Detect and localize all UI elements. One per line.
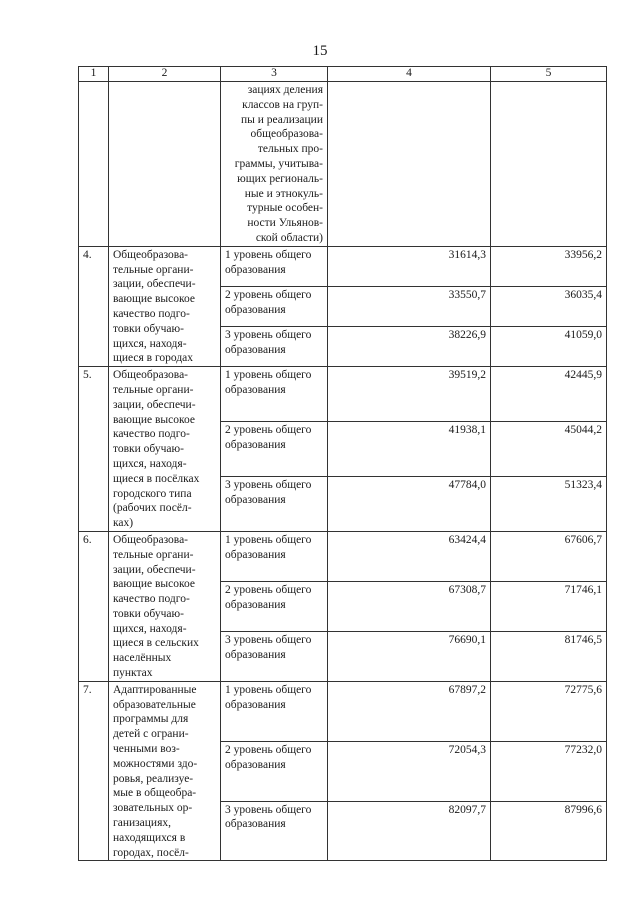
text-line: щиеся в городах bbox=[113, 352, 194, 365]
row-number: 4. bbox=[79, 246, 109, 366]
value-cell bbox=[491, 82, 607, 247]
header-row bbox=[79, 67, 607, 82]
row-number: 5. bbox=[79, 367, 109, 532]
value-col4: 63424,4 bbox=[328, 531, 491, 581]
level-cell bbox=[221, 581, 328, 631]
text-line: щихся, находя- bbox=[113, 457, 187, 470]
text-line: образования bbox=[225, 648, 286, 661]
value-col4: 41938,1 bbox=[328, 422, 491, 477]
level-cell bbox=[221, 327, 328, 367]
text-line: образования bbox=[225, 438, 286, 451]
description-cell bbox=[109, 82, 221, 247]
text-line: образования bbox=[225, 818, 286, 831]
value-col4: 76690,1 bbox=[328, 631, 491, 681]
table-row bbox=[79, 246, 607, 286]
text-line: 2 уровень общего bbox=[225, 288, 312, 301]
level-cell bbox=[221, 801, 328, 861]
value-col5: 51323,4 bbox=[491, 476, 607, 531]
text-line: образовательные bbox=[113, 698, 196, 711]
text-line: городского типа bbox=[113, 487, 192, 500]
value-col4: 82097,7 bbox=[328, 801, 491, 861]
text-line: 3 уровень общего bbox=[225, 803, 312, 816]
text-line: вающие высокое bbox=[113, 413, 195, 426]
description-cell bbox=[109, 681, 221, 861]
text-line: образования bbox=[225, 493, 286, 506]
text-line: 2 уровень общего bbox=[225, 743, 312, 756]
value-col4: 39519,2 bbox=[328, 367, 491, 422]
text-line: 2 уровень общего bbox=[225, 424, 312, 437]
text-line: турные особен- bbox=[247, 202, 323, 215]
level-cell bbox=[221, 741, 328, 801]
text-line: образования bbox=[225, 698, 286, 711]
value-col4: 72054,3 bbox=[328, 741, 491, 801]
page-number: 15 bbox=[312, 43, 328, 59]
text-line: (рабочих посёл- bbox=[113, 502, 192, 515]
text-line: ности Ульянов- bbox=[247, 217, 323, 230]
description-cell bbox=[109, 531, 221, 681]
text-line: образования bbox=[225, 548, 286, 561]
level-cell bbox=[221, 246, 328, 286]
text-line: качество подго- bbox=[113, 593, 190, 606]
text-line: зации, обеспечи- bbox=[113, 278, 196, 291]
header-cell: 4 bbox=[328, 67, 491, 82]
header-cell: 2 bbox=[109, 67, 221, 82]
text-line: щихся, находя- bbox=[113, 622, 187, 635]
value-col5: 33956,2 bbox=[491, 246, 607, 286]
text-line: программы для bbox=[113, 713, 189, 726]
text-line: товки обучаю- bbox=[113, 443, 184, 456]
value-col5: 42445,9 bbox=[491, 367, 607, 422]
level-cell bbox=[221, 82, 328, 247]
continuation-row bbox=[79, 82, 607, 247]
text-line: зовательных ор- bbox=[113, 802, 193, 815]
text-line: мые в общеобра- bbox=[113, 787, 197, 800]
header-cell: 1 bbox=[79, 67, 109, 82]
text-line: общеобразова- bbox=[250, 128, 323, 141]
value-col4: 31614,3 bbox=[328, 246, 491, 286]
text-line: товки обучаю- bbox=[113, 607, 184, 620]
text-line: щихся, находя- bbox=[113, 337, 187, 350]
text-line: образования bbox=[225, 343, 286, 356]
text-line: вающие высокое bbox=[113, 293, 195, 306]
text-line: Адаптированные bbox=[113, 683, 197, 696]
value-col5: 77232,0 bbox=[491, 741, 607, 801]
value-col5: 36035,4 bbox=[491, 286, 607, 326]
text-line: образования bbox=[225, 598, 286, 611]
text-line: 3 уровень общего bbox=[225, 329, 312, 342]
text-line: ные и этнокуль- bbox=[244, 187, 323, 200]
text-line: 1 уровень общего bbox=[225, 369, 312, 382]
text-line: 3 уровень общего bbox=[225, 478, 312, 491]
text-line: товки обучаю- bbox=[113, 322, 184, 335]
text-line: тельные органи- bbox=[113, 263, 194, 276]
table-row bbox=[79, 367, 607, 422]
value-col5: 71746,1 bbox=[491, 581, 607, 631]
value-col5: 87996,6 bbox=[491, 801, 607, 861]
text-line: пунктах bbox=[113, 667, 153, 680]
text-line: Общеобразова- bbox=[113, 533, 189, 546]
text-line: 3 уровень общего bbox=[225, 633, 312, 646]
text-line: тельные органи- bbox=[113, 548, 194, 561]
text-line: зации, обеспечи- bbox=[113, 563, 196, 576]
text-line: ской области) bbox=[255, 231, 323, 244]
number-cell bbox=[79, 82, 109, 247]
row-number: 7. bbox=[79, 681, 109, 861]
text-line: вающие высокое bbox=[113, 578, 195, 591]
text-line: ганизациях, bbox=[113, 817, 171, 830]
text-line: ченными воз- bbox=[113, 743, 180, 756]
text-line: ровья, реализуе- bbox=[113, 772, 194, 785]
text-line: щиеся в сельских bbox=[113, 637, 199, 650]
tariff-table bbox=[78, 66, 607, 861]
table-body bbox=[79, 67, 607, 861]
text-line: 1 уровень общего bbox=[225, 248, 312, 261]
value-col5: 67606,7 bbox=[491, 531, 607, 581]
text-line: граммы, учитыва- bbox=[234, 157, 323, 170]
text-line: ющих региональ- bbox=[237, 172, 323, 185]
text-line: 1 уровень общего bbox=[225, 683, 312, 696]
text-line: тельные органи- bbox=[113, 383, 194, 396]
header-cell: 5 bbox=[491, 67, 607, 82]
value-col4: 47784,0 bbox=[328, 476, 491, 531]
text-line: классов на груп- bbox=[242, 98, 323, 111]
header-cell: 3 bbox=[221, 67, 328, 82]
description-cell bbox=[109, 367, 221, 532]
level-cell bbox=[221, 476, 328, 531]
text-line: ках) bbox=[113, 517, 134, 530]
value-col4: 67897,2 bbox=[328, 681, 491, 741]
level-cell bbox=[221, 631, 328, 681]
text-line: детей с ограни- bbox=[113, 728, 189, 741]
value-col4: 38226,9 bbox=[328, 327, 491, 367]
value-col5: 81746,5 bbox=[491, 631, 607, 681]
text-line: тельных про- bbox=[257, 143, 323, 156]
text-line: пы и реализации bbox=[241, 113, 323, 126]
text-line: можностями здо- bbox=[113, 757, 198, 770]
value-cell bbox=[328, 82, 491, 247]
text-line: находящихся в bbox=[113, 831, 186, 844]
text-line: образования bbox=[225, 303, 286, 316]
level-cell bbox=[221, 531, 328, 581]
value-col5: 45044,2 bbox=[491, 422, 607, 477]
level-cell bbox=[221, 367, 328, 422]
value-col4: 67308,7 bbox=[328, 581, 491, 631]
text-line: качество подго- bbox=[113, 428, 190, 441]
text-line: 1 уровень общего bbox=[225, 533, 312, 546]
text-line: образования bbox=[225, 383, 286, 396]
row-number: 6. bbox=[79, 531, 109, 681]
text-line: населённых bbox=[113, 652, 172, 665]
text-line: щиеся в посёлках bbox=[113, 472, 200, 485]
text-line: качество подго- bbox=[113, 307, 190, 320]
text-line: городах, посёл- bbox=[113, 846, 189, 859]
value-col5: 72775,6 bbox=[491, 681, 607, 741]
table-row bbox=[79, 531, 607, 581]
description-cell bbox=[109, 246, 221, 366]
text-line: 2 уровень общего bbox=[225, 583, 312, 596]
text-line: зации, обеспечи- bbox=[113, 398, 196, 411]
value-col5: 41059,0 bbox=[491, 327, 607, 367]
level-cell bbox=[221, 681, 328, 741]
text-line: образования bbox=[225, 758, 286, 771]
value-col4: 33550,7 bbox=[328, 286, 491, 326]
level-cell bbox=[221, 422, 328, 477]
table-row bbox=[79, 681, 607, 741]
level-cell bbox=[221, 286, 328, 326]
text-line: зациях деления bbox=[247, 84, 323, 96]
text-line: Общеобразова- bbox=[113, 248, 189, 261]
text-line: образования bbox=[225, 263, 286, 276]
text-line: Общеобразова- bbox=[113, 369, 189, 382]
